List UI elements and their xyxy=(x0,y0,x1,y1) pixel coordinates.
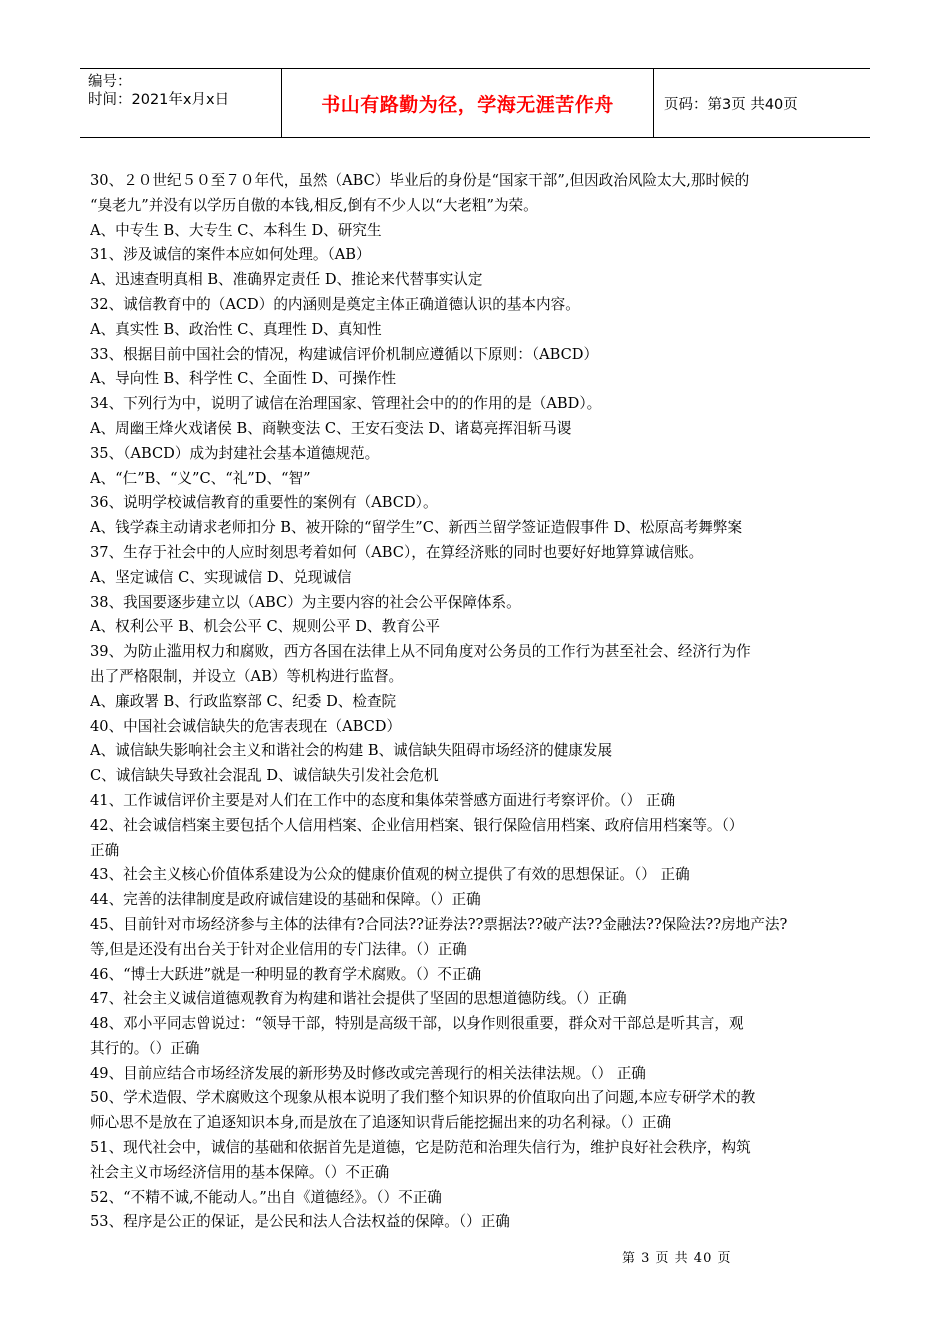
page-footer: 第 3 页 共 40 页 xyxy=(622,1251,732,1266)
text-line: 31、涉及诚信的案件本应如何处理。（AB） xyxy=(90,246,371,264)
text-line: 师心思不是放在了追逐知识本身,而是放在了追逐知识背后能挖掘出来的功名利禄。（）正确 xyxy=(90,1114,672,1132)
text-line: A、廉政署 B、行政监察部 C、纪委 D、检查院 xyxy=(90,692,397,710)
text-line: 社会主义市场经济信用的基本保障。（）不正确 xyxy=(90,1163,390,1181)
text-line: 30、２０世纪５０至７０年代，虽然（ABC）毕业后的身份是“国家干部”,但因政治风险太大,那时候的 xyxy=(90,172,750,189)
header-motto: 书山有路勤为径，学海无涯苦作舟 xyxy=(321,93,614,116)
document-number-label: 编号： xyxy=(88,74,132,90)
text-line: 38、我国要逐步建立以（ABC）为主要内容的社会公平保障体系。 xyxy=(90,593,521,611)
text-line: 45、目前针对市场经济参与主体的法律有?合同法??证券法??票据法??破产法??金融法??保险法??房地产法? xyxy=(90,915,788,933)
text-line: 42、社会诚信档案主要包括个人信用档案、企业信用档案、银行保险信用档案、政府信用档案等。（） xyxy=(90,816,744,834)
text-line: 39、为防止滥用权力和腐败，西方各国在法律上从不同角度对公务员的工作行为甚至社会、经济行为作 xyxy=(90,643,751,661)
text-line: 34、下列行为中，说明了诚信在治理国家、管理社会中的的作用的是（ABD）。 xyxy=(90,395,602,413)
text-line: A、中专生 B、大专生 C、本科生 D、研究生 xyxy=(90,221,382,239)
text-line: 其行的。（）正确 xyxy=(90,1039,200,1057)
text-line: 44、完善的法律制度是政府诚信建设的基础和保障。（）正确 xyxy=(90,891,481,909)
text-line: 48、邓小平同志曾说过：“领导干部，特别是高级干部，以身作则很重要，群众对干部总是听其言，观 xyxy=(90,1015,744,1033)
text-line: 43、社会主义核心价值体系建设为公众的健康价值观的树立提供了有效的思想保证。（） 正确 xyxy=(90,866,690,884)
text-line: 40、中国社会诚信缺失的危害表现在（ABCD） xyxy=(90,717,402,735)
text-line: A、周幽王烽火戏诸侯 B、商鞅变法 C、王安石变法 D、诸葛亮挥泪斩马谡 xyxy=(90,419,572,437)
text-line: A、迅速查明真相 B、准确界定责任 D、推论来代替事实认定 xyxy=(90,271,483,289)
text-line: A、“仁”B、“义”C、“礼”D、“智” xyxy=(90,469,311,487)
header-motto-cell xyxy=(282,69,654,137)
text-line: 正确 xyxy=(90,841,120,859)
text-line: C、诚信缺失导致社会混乱 D、诚信缺失引发社会危机 xyxy=(90,767,439,785)
header-page-info-cell xyxy=(654,69,870,137)
document-body xyxy=(90,169,864,1235)
document-time-label: 时间：2021年x月x日 xyxy=(88,92,230,108)
text-line: 33、根据目前中国社会的情况，构建诚信评价机制应遵循以下原则：（ABCD） xyxy=(90,345,599,363)
text-line: A、真实性 B、政治性 C、真理性 D、真知性 xyxy=(90,320,382,338)
text-line: A、权利公平 B、机会公平 C、规则公平 D、教育公平 xyxy=(90,618,440,636)
text-line: 35、（ABCD）成为封建社会基本道德规范。 xyxy=(90,444,380,462)
text-line: 36、说明学校诚信教育的重要性的案例有（ABCD）。 xyxy=(90,494,438,512)
text-line: “臭老九”并没有以学历自傲的本钱,相反,倒有不少人以“大老粗”为荣。 xyxy=(90,196,538,214)
text-line: 37、生存于社会中的人应时刻思考着如何（ABC），在算经济账的同时也要好好地算算诚信账。 xyxy=(90,543,704,561)
header-page-info: 页码：第3页 共40页 xyxy=(664,96,798,113)
text-line: 32、诚信教育中的（ACD）的内涵则是奠定主体正确道德认识的基本内容。 xyxy=(90,295,580,313)
text-line: 51、现代社会中，诚信的基础和依据首先是道德，它是防范和治理失信行为，维护良好社会秩序，构筑 xyxy=(90,1139,751,1157)
text-line: A、诚信缺失影响社会主义和谐社会的构建 B、诚信缺失阻碍市场经济的健康发展 xyxy=(90,742,613,760)
text-line: 41、工作诚信评价主要是对人们在工作中的态度和集体荣誉感方面进行考察评价。（） 正确 xyxy=(90,791,676,809)
text-line: 等,但是还没有出台关于针对企业信用的专门法律。（）正确 xyxy=(90,940,467,958)
header-meta xyxy=(80,69,282,137)
text-line: 49、目前应结合市场经济发展的新形势及时修改或完善现行的相关法律法规。（） 正确 xyxy=(90,1064,646,1082)
text-line: 46、“博士大跃进”就是一种明显的教育学术腐败。（）不正确 xyxy=(90,965,482,983)
text-line: 50、学术造假、学术腐败这个现象从根本说明了我们整个知识界的价值取向出了问题,本应专研学术的教 xyxy=(90,1089,756,1107)
text-line: 52、“不精不诚,不能动人。”出自《道德经》。（）不正确 xyxy=(90,1188,442,1206)
page-header xyxy=(80,68,870,138)
text-line: A、导向性 B、科学性 C、全面性 D、可操作性 xyxy=(90,370,397,388)
text-line: A、钱学森主动请求老师扣分 B、被开除的“留学生”C、新西兰留学签证造假事件 D、松原高考舞弊案 xyxy=(90,519,743,537)
text-line: 47、社会主义诚信道德观教育为构建和谐社会提供了坚固的思想道德防线。（）正确 xyxy=(90,990,627,1008)
text-line: 53、程序是公正的保证，是公民和法人合法权益的保障。（）正确 xyxy=(90,1213,510,1231)
text-line: 出了严格限制，并设立（AB）等机构进行监督。 xyxy=(90,667,404,685)
text-line: A、坚定诚信 C、实现诚信 D、兑现诚信 xyxy=(90,568,352,586)
